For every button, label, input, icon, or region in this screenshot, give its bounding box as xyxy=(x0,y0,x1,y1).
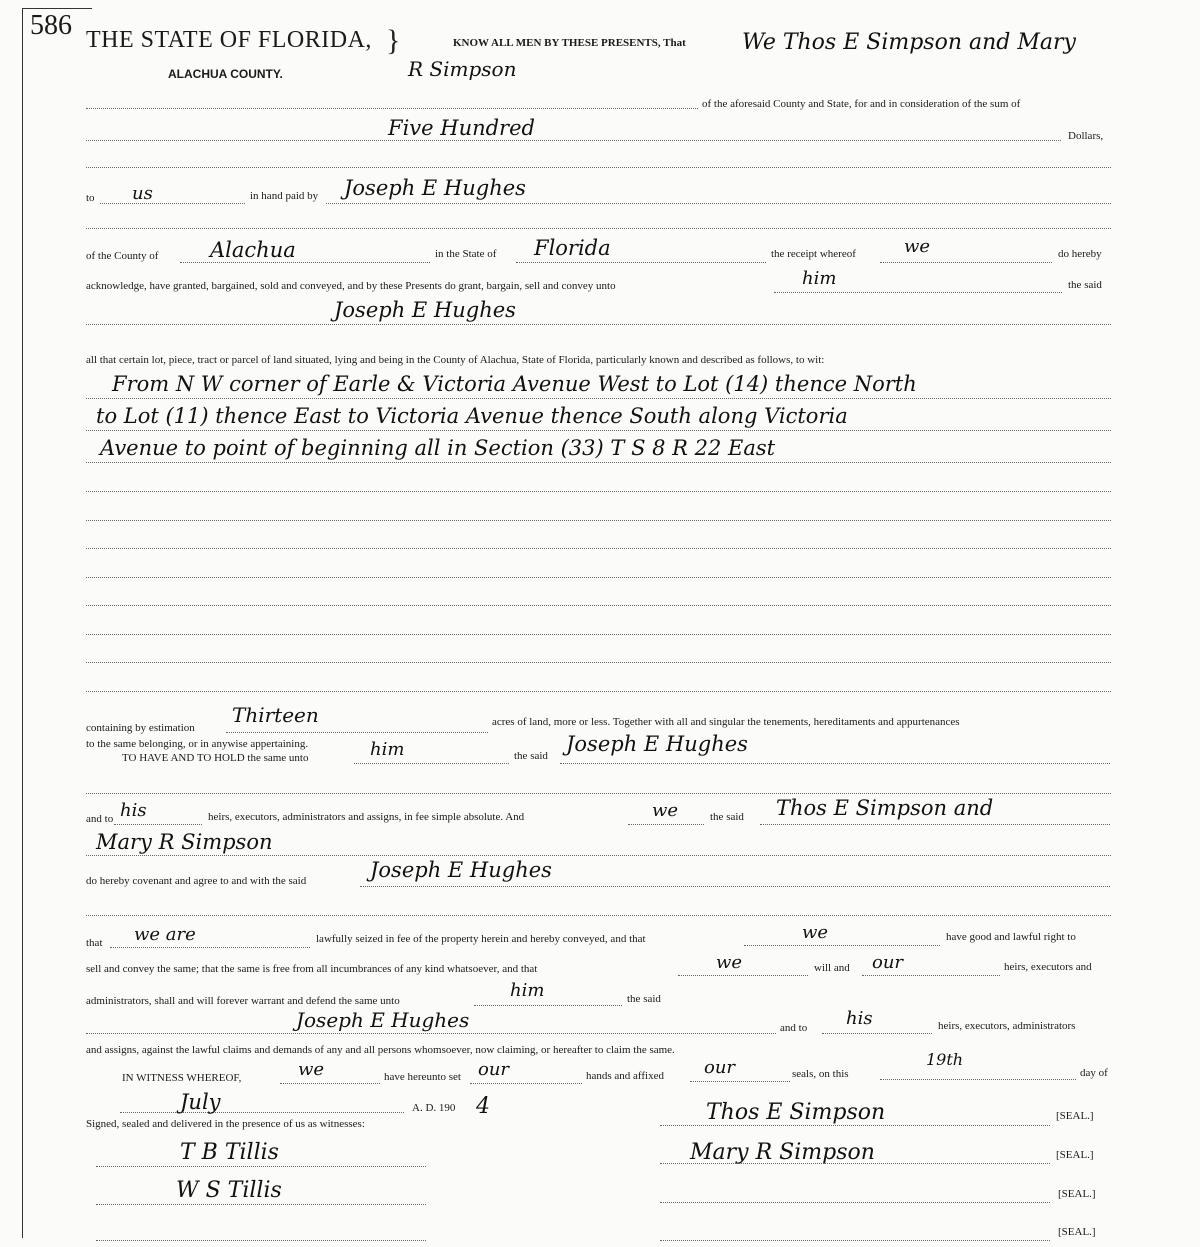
the-said-4-text: the said xyxy=(627,993,661,1005)
the-said-text: the said xyxy=(1068,279,1102,291)
blank-line xyxy=(86,634,1111,635)
blank-line xyxy=(360,886,1110,887)
grantors-line-2: R Simpson xyxy=(408,57,517,81)
covenant-with-name: Joseph E Hughes xyxy=(370,858,552,882)
heirs-exec-admin-text: heirs, executors, administrators xyxy=(938,1020,1076,1032)
blank-line xyxy=(628,824,704,825)
know-all-men: KNOW ALL MEN BY THESE PRESENTS, That xyxy=(453,37,686,49)
blank-line xyxy=(86,228,1111,229)
said-names-1: Thos E Simpson and xyxy=(776,796,994,820)
defend-unto: him xyxy=(510,980,545,1001)
and-to-text: and to xyxy=(86,813,114,825)
blank-line xyxy=(470,1083,582,1084)
and-that-we: we xyxy=(802,922,829,943)
seal-label-4: [SEAL.] xyxy=(1058,1226,1096,1238)
signature-1: Thos E Simpson xyxy=(706,1100,886,1125)
signature-line xyxy=(660,1125,1050,1126)
month-name: July xyxy=(180,1090,221,1114)
set-our: our xyxy=(478,1059,510,1080)
blank-line xyxy=(880,262,1052,263)
hold-said-name: Joseph E Hughes xyxy=(566,732,748,756)
blank-line xyxy=(86,691,1111,692)
all-that-text: all that certain lot, piece, tract or parcel of land situated, lying and being in the County of Alachua, State of Florida, particularly known and described as follows, to wit: xyxy=(86,354,825,366)
said-name: Joseph E Hughes xyxy=(296,1008,470,1032)
blank-line xyxy=(880,1079,1076,1080)
covenant-text: do hereby covenant and agree to and with the said xyxy=(86,875,307,887)
witness-2: W S Tillis xyxy=(176,1178,282,1203)
in-hand-paid-text: in hand paid by xyxy=(250,190,319,202)
paid-by-name: Joseph E Hughes xyxy=(344,176,526,200)
blank-line xyxy=(86,548,1111,549)
day-number: 19th xyxy=(926,1050,964,1069)
blank-line xyxy=(516,262,766,263)
receipt-party: we xyxy=(904,236,931,257)
blank-line xyxy=(822,1033,932,1034)
dollars-text: Dollars, xyxy=(1068,130,1104,142)
blank-line xyxy=(560,763,1110,764)
day-of-text: day of xyxy=(1080,1067,1108,1079)
year-digit: 4 xyxy=(476,1094,490,1119)
receipt-text: the receipt whereof xyxy=(771,248,856,260)
of-county-text: of the County of xyxy=(86,250,159,262)
blank-line xyxy=(114,824,202,825)
blank-line xyxy=(86,491,1111,492)
lawfully-text: lawfully seized in fee of the property herein and hereby conveyed, and that xyxy=(316,933,646,945)
blank-line xyxy=(690,1081,790,1082)
witness-1: T B Tillis xyxy=(180,1140,279,1165)
witness-we: we xyxy=(298,1059,325,1080)
blank-line xyxy=(120,1112,404,1113)
blank-line xyxy=(474,1005,622,1006)
seals-on-text: seals, on this xyxy=(792,1068,849,1080)
administrators-text: administrators, shall and will forever warrant and defend the same unto xyxy=(86,995,400,1007)
and-we: we xyxy=(652,800,679,821)
assigns-text: and assigns, against the lawful claims and demands of any and all persons whomsoever, now claiming, or hereafter to claim the same. xyxy=(86,1044,675,1056)
blank-line xyxy=(744,945,940,946)
blank-line xyxy=(862,975,1000,976)
good-right-text: have good and lawful right to xyxy=(946,931,1076,943)
witness-line xyxy=(96,1204,426,1205)
said-names-2: Mary R Simpson xyxy=(96,830,273,854)
convey-unto: him xyxy=(802,268,837,289)
do-hereby-text: do hereby xyxy=(1058,248,1102,260)
signature-line xyxy=(660,1240,1050,1241)
our-heirs: our xyxy=(872,952,904,973)
witness-line xyxy=(96,1240,426,1241)
affixed-our: our xyxy=(704,1057,736,1078)
signature-line xyxy=(660,1163,1050,1164)
sell-convey-text: sell and convey the same; that the same is free from all incumbrances of any kind whatsoever, and that xyxy=(86,963,538,975)
witness-line xyxy=(96,1166,426,1167)
and-to-his: his xyxy=(120,800,147,821)
belonging-text: to the same belonging, or in anywise appertaining. xyxy=(86,738,309,750)
hands-text: hands and affixed xyxy=(586,1070,664,1082)
blank-line xyxy=(280,1083,380,1084)
page-number: 586 xyxy=(30,10,72,41)
heirs-exec-text: heirs, executors, administrators and assigns, in fee simple absolute. And xyxy=(208,811,525,823)
in-witness-text: IN WITNESS WHEREOF, xyxy=(122,1072,242,1084)
header-brace: } xyxy=(386,24,401,57)
acreage: Thirteen xyxy=(232,703,319,727)
blank-line xyxy=(678,975,808,976)
blank-line xyxy=(760,824,1110,825)
heirs-exec-and-text: heirs, executors and xyxy=(1004,961,1092,973)
grantee-name: Joseph E Hughes xyxy=(334,298,516,322)
that-text: that xyxy=(86,937,103,949)
blank-line xyxy=(774,292,1062,293)
page-border-left xyxy=(22,8,23,1238)
sum-amount: Five Hundred xyxy=(388,116,535,140)
county-name: Alachua xyxy=(210,238,296,262)
signed-text: Signed, sealed and delivered in the presence of us as witnesses: xyxy=(86,1118,365,1130)
blank-line xyxy=(110,947,310,948)
paid-to: us xyxy=(132,183,153,204)
blank-line xyxy=(86,398,1111,399)
blank-line xyxy=(86,430,1111,431)
blank-line xyxy=(86,140,1061,141)
signature-line xyxy=(660,1202,1050,1203)
description-line-3: Avenue to point of beginning all in Section (33) T S 8 R 22 East xyxy=(100,436,776,460)
seal-label-2: [SEAL.] xyxy=(1056,1149,1094,1161)
blank-line xyxy=(86,520,1111,521)
to-have-text: TO HAVE AND TO HOLD the same unto xyxy=(122,752,309,764)
blank-line xyxy=(86,915,1111,916)
that-we: we xyxy=(716,952,743,973)
blank-line xyxy=(86,1033,776,1034)
blank-line xyxy=(86,108,698,109)
to-text: to xyxy=(86,192,95,204)
and-to-his-2: his xyxy=(846,1008,873,1029)
blank-line xyxy=(86,167,1111,168)
the-said-2-text: the said xyxy=(514,750,548,762)
seal-label-3: [SEAL.] xyxy=(1058,1188,1096,1200)
state-name: Florida xyxy=(534,236,611,260)
and-to-2-text: and to xyxy=(780,1022,808,1034)
blank-line xyxy=(86,577,1111,578)
acres-text: acres of land, more or less. Together with all and singular the tenements, hereditaments and appurtenances xyxy=(492,716,960,728)
blank-line xyxy=(86,462,1111,463)
blank-line xyxy=(86,855,1111,856)
hold-unto: him xyxy=(370,739,405,760)
description-line-1: From N W corner of Earle & Victoria Avenue West to Lot (14) thence North xyxy=(112,372,917,396)
in-state-text: in the State of xyxy=(435,248,497,260)
the-said-3-text: the said xyxy=(710,811,744,823)
blank-line xyxy=(354,763,509,764)
seal-label-1: [SEAL.] xyxy=(1056,1110,1094,1122)
containing-text: containing by estimation xyxy=(86,722,195,734)
will-and-text: will and xyxy=(814,962,850,974)
that-we-are: we are xyxy=(134,924,196,945)
blank-line xyxy=(326,203,1111,204)
acknowledge-text: acknowledge, have granted, bargained, sold and conveyed, and by these Presents do grant, bargain, sell and convey unto xyxy=(86,280,616,292)
description-line-2: to Lot (11) thence East to Victoria Avenue thence South along Victoria xyxy=(96,404,848,428)
blank-line xyxy=(180,262,430,263)
blank-line xyxy=(100,203,245,204)
blank-line xyxy=(86,662,1111,663)
hereunto-text: have hereunto set xyxy=(384,1071,461,1083)
state-heading: THE STATE OF FLORIDA, xyxy=(86,27,372,53)
county-heading: ALACHUA COUNTY. xyxy=(168,67,283,81)
aforesaid-text: of the aforesaid County and State, for and in consideration of the sum of xyxy=(702,98,1021,110)
blank-line xyxy=(226,732,488,733)
page-border-top xyxy=(22,8,92,9)
blank-line xyxy=(86,605,1111,606)
grantors-line-1: We Thos E Simpson and Mary xyxy=(742,30,1076,55)
ad-text: A. D. 190 xyxy=(412,1102,456,1114)
blank-line xyxy=(86,793,1111,794)
blank-line xyxy=(86,324,1111,325)
signature-2: Mary R Simpson xyxy=(690,1140,875,1165)
